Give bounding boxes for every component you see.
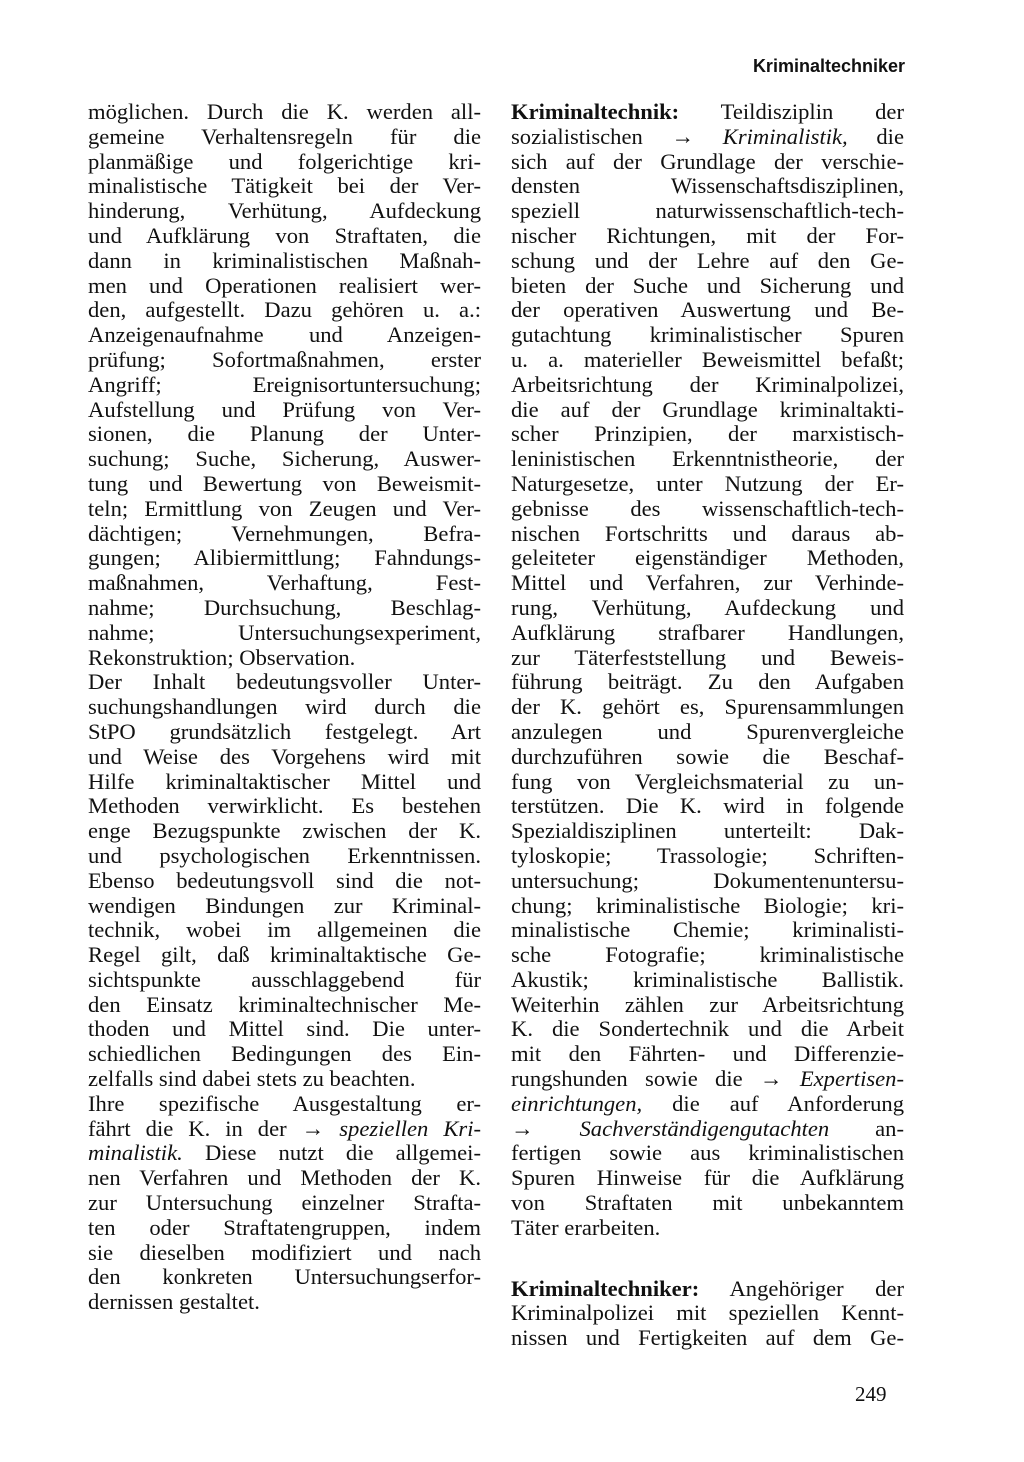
text-segment: schung und der Lehre auf den Ge-: [511, 247, 904, 273]
text-line: [88, 1216, 481, 1241]
text-line: [511, 1017, 904, 1042]
text-segment: terstützen. Die K. wird in folgende: [511, 793, 904, 819]
text-segment: men und Operationen realisiert wer-: [88, 272, 481, 298]
text-line: [511, 1191, 904, 1216]
text-segment: an-: [829, 1115, 904, 1141]
text-segment: schiedlichen Bedingungen des Ein-: [88, 1041, 481, 1067]
text-line: [511, 348, 904, 373]
text-line: [88, 323, 481, 348]
text-segment: zur Untersuchung einzelner Strafta-: [88, 1190, 481, 1216]
text-segment: minalistische Tätigkeit bei der Ver-: [88, 173, 481, 199]
text-line: [511, 150, 904, 175]
text-line: [88, 794, 481, 819]
text-line: [511, 844, 904, 869]
text-segment: thoden und Mittel sind. Die unter-: [88, 1016, 481, 1042]
text-line: [88, 497, 481, 522]
text-segment: Spezialdisziplinen unterteilt: Dak-: [511, 818, 904, 844]
text-segment: fung von Vergleichsmaterial zu un-: [511, 768, 904, 794]
text-line: [88, 274, 481, 299]
text-line: [88, 720, 481, 745]
text-segment: Diese nutzt die allgemei-: [182, 1140, 481, 1166]
text-segment: dann in kriminalistischen Maßnah-: [88, 247, 481, 273]
text-segment: prüfung; Sofortmaßnahmen, erster: [88, 346, 481, 372]
text-segment: Weiterhin zählen zur Arbeitsrichtung: [511, 991, 904, 1017]
text-segment: die: [847, 123, 904, 149]
text-line: [511, 199, 904, 224]
text-segment: Kriminalpolizei mit speziellen Kennt-: [511, 1300, 904, 1326]
text-segment: den, aufgestellt. Dazu gehören u. a.:: [88, 297, 481, 323]
text-line: [88, 993, 481, 1018]
text-line: [511, 274, 904, 299]
text-line: [88, 199, 481, 224]
text-line: [511, 298, 904, 323]
cross-reference: einrichtungen,: [511, 1090, 643, 1116]
text-line: [88, 546, 481, 571]
text-line: [511, 1042, 904, 1067]
text-segment: nischer Richtungen, mit der For-: [511, 222, 904, 248]
text-line: [88, 1042, 481, 1067]
text-segment: Arbeitsrichtung der Kriminalpolizei,: [511, 371, 904, 397]
text-line: [88, 844, 481, 869]
text-segment: den konkreten Untersuchungserfor-: [88, 1264, 481, 1290]
text-line: [88, 1141, 481, 1166]
text-segment: Teildisziplin der: [679, 99, 904, 124]
text-segment: gemeine Verhaltensregeln für die: [88, 123, 481, 149]
text-line: [88, 373, 481, 398]
text-segment: technik, wobei im allgemeinen die: [88, 917, 481, 943]
text-line: [511, 1092, 904, 1117]
text-segment: sichtspunkte ausschlaggebend für: [88, 966, 481, 992]
text-line: [511, 1301, 904, 1326]
text-line: [511, 770, 904, 795]
entry-term: Kriminaltechnik:: [511, 99, 680, 124]
running-head: Kriminaltechniker: [752, 56, 905, 76]
text-segment: Spuren Hinweise für die Aufklärung: [511, 1165, 904, 1191]
left-column: [88, 100, 481, 1315]
text-line: [511, 621, 904, 646]
cross-reference: speziellen Kri-: [339, 1115, 481, 1141]
text-line: [511, 794, 904, 819]
text-segment: →: [511, 1115, 580, 1141]
text-segment: u. a. materieller Beweismittel befaßt;: [511, 346, 904, 372]
text-segment: Hilfe kriminaltaktischer Mittel und: [88, 768, 481, 794]
text-line: [88, 522, 481, 547]
text-line: [511, 819, 904, 844]
text-segment: speziell naturwissenschaftlich-tech-: [511, 198, 904, 224]
text-line: [88, 249, 481, 274]
text-segment: Naturgesetze, unter Nutzung der Er-: [511, 470, 904, 496]
text-segment: planmäßige und folgerichtige kri-: [88, 148, 481, 174]
text-segment: Der Inhalt bedeutungsvoller Unter-: [88, 669, 481, 695]
text-line: [88, 968, 481, 993]
right-column: [511, 100, 904, 1351]
dictionary-entry: [511, 1277, 904, 1351]
text-line: [88, 125, 481, 150]
text-line: [88, 1191, 481, 1216]
text-segment: Täter erarbeiten.: [511, 1214, 661, 1240]
text-line: [511, 249, 904, 274]
text-segment: tyloskopie; Trassologie; Schriften-: [511, 842, 904, 868]
text-line: [88, 298, 481, 323]
text-segment: den Einsatz kriminaltechnischer Me-: [88, 991, 481, 1017]
text-line: [511, 943, 904, 968]
text-line: [88, 398, 481, 423]
text-line: [88, 1067, 481, 1092]
text-segment: nen Verfahren und Methoden der K.: [88, 1165, 481, 1191]
text-segment: tung und Bewertung von Beweismit-: [88, 470, 481, 496]
text-segment: Methoden verwirklicht. Es bestehen: [88, 793, 481, 819]
text-segment: untersuchung; Dokumentenuntersu-: [511, 867, 904, 893]
text-line: [88, 918, 481, 943]
text-segment: minalistische Chemie; kriminalisti-: [511, 917, 904, 943]
text-line: [88, 1092, 481, 1117]
text-line: [88, 1017, 481, 1042]
text-segment: zelfalls sind dabei stets zu beachten.: [88, 1066, 416, 1092]
text-segment: Ebenso bedeutungsvoll sind die not-: [88, 867, 481, 893]
entry-term: Kriminaltechniker:: [511, 1275, 700, 1301]
text-line: [88, 646, 481, 671]
text-line: [511, 224, 904, 249]
text-line: [88, 770, 481, 795]
text-segment: der operativen Auswertung und Be-: [511, 297, 904, 323]
text-segment: gungen; Alibiermittlung; Fahndungs-: [88, 545, 481, 571]
text-line: [88, 819, 481, 844]
text-line: [88, 150, 481, 175]
text-segment: fertigen sowie aus kriminalistischen: [511, 1140, 904, 1166]
text-line: [511, 546, 904, 571]
text-segment: StPO grundsätzlich festgelegt. Art: [88, 718, 481, 744]
text-line: [511, 497, 904, 522]
text-line: [88, 472, 481, 497]
text-line: [88, 224, 481, 249]
text-segment: Rekonstruktion; Observation.: [88, 644, 356, 670]
text-line: [88, 571, 481, 596]
text-segment: und Weise des Vorgehens wird mit: [88, 743, 481, 769]
text-line: [511, 894, 904, 919]
text-segment: Mittel und Verfahren, zur Verhinde-: [511, 570, 904, 596]
text-line: [88, 1290, 481, 1315]
text-segment: K. die Sondertechnik und die Arbeit: [511, 1016, 904, 1042]
text-line: [511, 1216, 904, 1241]
text-line: [511, 174, 904, 199]
text-segment: mit den Fährten- und Differenzie-: [511, 1041, 904, 1067]
text-line: [511, 670, 904, 695]
text-line: [511, 1117, 904, 1142]
text-line: [511, 1166, 904, 1191]
text-line: [511, 447, 904, 472]
text-segment: Angriff; Ereignisortuntersuchung;: [88, 371, 481, 397]
text-line: [88, 869, 481, 894]
text-segment: wendigen Bindungen zur Kriminal-: [88, 892, 481, 918]
text-segment: teln; Ermittlung von Zeugen und Ver-: [88, 495, 481, 521]
cross-reference: Expertisen-: [799, 1066, 904, 1092]
text-segment: nissen und Fertigkeiten auf dem Ge-: [511, 1325, 904, 1351]
text-line: [88, 1241, 481, 1266]
text-segment: Regel gilt, daß kriminaltaktische Ge-: [88, 942, 481, 968]
text-line: [511, 646, 904, 671]
text-line: [511, 1326, 904, 1351]
entry-gap: [511, 1241, 904, 1277]
text-line: [88, 670, 481, 695]
text-segment: der K. gehört es, Spurensammlungen: [511, 694, 904, 720]
text-segment: scher Prinzipien, der marxistisch-: [511, 421, 904, 447]
text-segment: chung; kriminalistische Biologie; kri-: [511, 892, 904, 918]
text-segment: leninistischen Erkenntnistheorie, der: [511, 446, 904, 472]
text-line: [511, 869, 904, 894]
text-segment: die auf der Grundlage kriminaltakti-: [511, 396, 904, 422]
text-segment: enge Bezugspunkte zwischen der K.: [88, 818, 481, 844]
dictionary-entry: [511, 100, 904, 1241]
text-segment: sionen, die Planung der Unter-: [88, 421, 481, 447]
text-line: [88, 695, 481, 720]
text-line: [511, 1067, 904, 1092]
text-segment: nahme; Untersuchungsexperiment,: [88, 619, 481, 645]
text-line: [88, 447, 481, 472]
text-segment: fährt die K. in der →: [88, 1115, 340, 1141]
text-line: [88, 596, 481, 621]
text-segment: und psychologischen Erkenntnissen.: [88, 842, 481, 868]
text-segment: maßnahmen, Verhaftung, Fest-: [88, 570, 481, 596]
text-segment: Angehöriger der: [699, 1275, 904, 1301]
text-segment: Aufstellung und Prüfung von Ver-: [88, 396, 481, 422]
text-segment: nahme; Durchsuchung, Beschlag-: [88, 594, 481, 620]
text-segment: durchzuführen sowie die Beschaf-: [511, 743, 904, 769]
text-segment: und Aufklärung von Straftaten, die: [88, 222, 481, 248]
text-segment: densten Wissenschaftsdisziplinen,: [511, 173, 904, 199]
text-segment: geleiteter eigenständiger Methoden,: [511, 545, 904, 571]
text-line: [511, 571, 904, 596]
text-segment: nischen Fortschritts und daraus ab-: [511, 520, 904, 546]
cross-reference: minalistik.: [88, 1140, 183, 1166]
text-segment: zur Täterfeststellung und Beweis-: [511, 644, 904, 670]
text-segment: von Straftaten mit unbekanntem: [511, 1190, 904, 1216]
page-number: 249: [855, 1382, 887, 1406]
text-line: [88, 745, 481, 770]
text-line: [511, 472, 904, 497]
text-line: [511, 125, 904, 150]
cross-reference: Kriminalistik,: [722, 123, 848, 149]
text-line: [88, 943, 481, 968]
text-segment: bieten der Suche und Sicherung und: [511, 272, 904, 298]
text-segment: ten oder Straftatengruppen, indem: [88, 1214, 481, 1240]
text-line: [88, 621, 481, 646]
text-segment: Aufklärung strafbarer Handlungen,: [511, 619, 904, 645]
text-segment: Akustik; kriminalistische Ballistik.: [511, 966, 904, 992]
text-segment: führung beiträgt. Zu den Aufgaben: [511, 669, 904, 695]
text-line: [511, 373, 904, 398]
text-segment: die auf Anforderung: [642, 1090, 904, 1116]
text-line: [511, 745, 904, 770]
text-line: [511, 596, 904, 621]
text-line: [511, 1277, 904, 1302]
text-line: [511, 398, 904, 423]
text-segment: rungshunden sowie die →: [511, 1066, 800, 1092]
text-line: [88, 348, 481, 373]
text-segment: dächtigen; Vernehmungen, Befra-: [88, 520, 481, 546]
text-segment: rung, Verhütung, Aufdeckung und: [511, 594, 904, 620]
text-segment: möglichen. Durch die K. werden all-: [88, 99, 481, 124]
text-line: [88, 100, 481, 125]
text-segment: suchung; Suche, Sicherung, Auswer-: [88, 446, 481, 472]
text-line: [88, 1117, 481, 1142]
text-line: [511, 720, 904, 745]
text-line: [88, 1166, 481, 1191]
text-segment: sich auf der Grundlage der verschie-: [511, 148, 904, 174]
text-line: [511, 323, 904, 348]
text-segment: suchungshandlungen wird durch die: [88, 694, 481, 720]
text-line: [511, 968, 904, 993]
text-segment: anzulegen und Spurenvergleiche: [511, 718, 904, 744]
text-line: [511, 695, 904, 720]
text-line: [88, 422, 481, 447]
text-line: [511, 918, 904, 943]
text-line: [511, 1141, 904, 1166]
text-line: [511, 993, 904, 1018]
text-segment: sozialistischen →: [511, 123, 723, 149]
text-line: [88, 1265, 481, 1290]
cross-reference: Sachverständigengutachten: [579, 1115, 830, 1141]
text-line: [88, 174, 481, 199]
text-segment: dernissen gestaltet.: [88, 1289, 260, 1315]
text-segment: sche Fotografie; kriminalistische: [511, 942, 904, 968]
text-segment: sie dieselben modifiziert und nach: [88, 1239, 481, 1265]
text-line: [88, 894, 481, 919]
text-line: [511, 100, 904, 125]
text-segment: Ihre spezifische Ausgestaltung er-: [88, 1090, 481, 1116]
text-segment: gutachtung kriminalistischer Spuren: [511, 322, 904, 348]
text-segment: Anzeigenaufnahme und Anzeigen-: [88, 322, 481, 348]
text-segment: hinderung, Verhütung, Aufdeckung: [88, 198, 481, 224]
text-line: [511, 422, 904, 447]
text-segment: gebnisse des wissenschaftlich-tech-: [511, 495, 904, 521]
text-line: [511, 522, 904, 547]
